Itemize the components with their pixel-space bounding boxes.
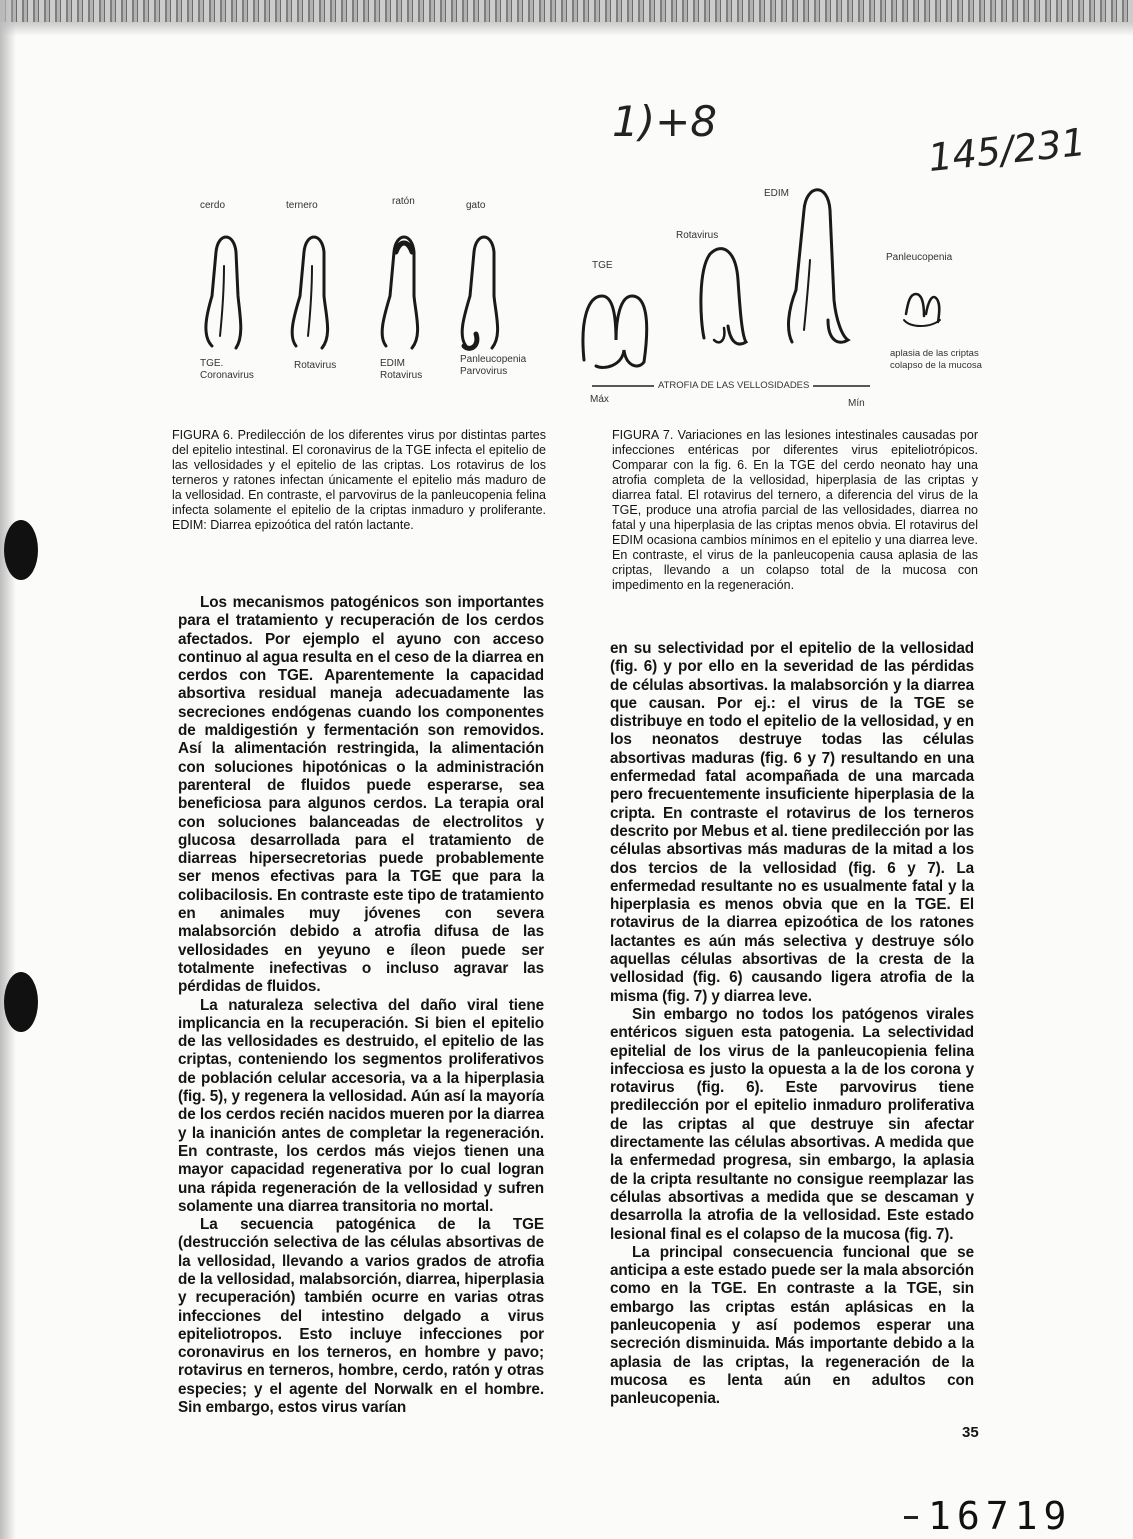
lesion-tge xyxy=(583,296,647,367)
fig7-label-min: Mín xyxy=(848,398,865,409)
villus-cerdo xyxy=(206,237,241,348)
punch-hole xyxy=(4,520,38,580)
fig6-label-raton: ratón xyxy=(392,196,415,207)
fig7-label-aplasia-1: aplasia de las criptas xyxy=(890,348,979,359)
fig6-label-edim: EDIM Rotavirus xyxy=(380,358,423,381)
scan-left-edge xyxy=(0,0,16,1539)
figure-7 xyxy=(580,170,1020,420)
paragraph: Sin embargo no todos los patógenos virales entéricos siguen esta patogenia. La selectividad epitelial de los virus de la panleucopienia felina infecciosa es justo la opuesta a la de los corona y rotavirus (fig. 6). Este parvovirus tiene predilección por el epitelio inmaduro proliferativa de las criptas al que destruye sin afectar directamente las células absortivas. A medida que la enfermedad progresa, sin embargo, la aplasia de la cripta resultante no consigue reemplazar las células absortivas a medida que se descaman y desarrolla la atrofia de la vellosidad. Este estado lesional final es el colapso de la mucosa (fig. 7). xyxy=(610,1005,974,1243)
fig7-label-edim: EDIM xyxy=(764,188,789,199)
fig7-label-tge: TGE xyxy=(592,260,613,271)
paragraph: Los mecanismos patogénicos son importantes para el tratamiento y recuperación de los cerdos afectados. Por ejemplo el ayuno con acceso continuo al agua resulta en el ceso de la diarrea en cerdos con TGE. Aparentemente la capacidad absortiva residual maneja adecuadamente las secreciones endógenas cuando los componentes de maldigestión y fermentación son removidos. Así la alimentación restringida, la alimentación con soluciones hipotónicas o la administración parenteral de fluidos puede esperarse, sea beneficiosa para algunos cerdos. La terapia oral con soluciones balanceadas de electrolitos y glucosa desarrollada para el tratamiento de diarreas hipersecretorias puede probablemente ser menos efectivas para la TGE que para la colibacilosis. En contraste este tipo de tratamiento en animales muy jóvenes con severa malabsorción debido a atrofia difusa de las vellosidades en yeyuno e íleon puede ser totalmente inefectivas o incluso agravar las pérdidas de fluidos. xyxy=(178,594,544,996)
fig7-label-aplasia-2: colapso de la mucosa xyxy=(890,360,982,371)
fig6-label-panleucopenia: Panleucopenia Parvovirus xyxy=(460,354,527,377)
villus-ternero xyxy=(292,237,327,348)
stamp-dash xyxy=(904,1516,918,1519)
fig6-label-cerdo: cerdo xyxy=(200,200,226,211)
lesion-panleucopenia xyxy=(904,294,940,326)
text-column-right xyxy=(610,640,974,1408)
villus-raton xyxy=(382,237,417,348)
paragraph: La secuencia patogénica de la TGE (destrucción selectiva de las células absortivas de la vellosidad, llevando a varios grados de atrofia de la vellosidad, malabsorción, diarrea, hiperplasia y recuperación) también ocurre en varias otras infecciones del intestino delgado a virus epiteliotropos. Esto incluye infecciones por coronavirus en los terneros, en hombre y pavo; rotavirus en terneros, hombre, cerdo, ratón y otras especies; y el agente del Norwalk en el hombre. Sin embargo, estos virus varían xyxy=(178,1216,544,1417)
fig7-label-panleucopenia: Panleucopenia xyxy=(886,252,953,263)
villus-gato xyxy=(462,237,497,348)
stamp-number: 16719 xyxy=(928,1494,1073,1538)
punch-hole xyxy=(4,972,38,1032)
lesion-rotavirus xyxy=(701,249,746,344)
figure-6-caption: FIGURA 6. Predilección de los diferentes virus por distintas partes del epitelio intestinal. El coronavirus de la TGE infecta el epitelio de las vellosidades y el epitelio de las criptas. Los rotavirus de los terneros y ratones infectan únicamente el epitelio más maduro de la vellosidad. En contraste, el parvovirus de la panleucopenia felina infecta solamente el epitelio de la criptas inmaduro y proliferante. EDIM: Diarrea epizoótica del ratón lactante. xyxy=(172,428,546,532)
fig6-villi-drawings xyxy=(180,196,550,356)
fig7-label-max: Máx xyxy=(590,394,609,405)
handwritten-number: 1)+8 xyxy=(612,97,718,146)
figure-6 xyxy=(180,196,550,396)
lesion-edim xyxy=(789,190,848,342)
fig7-label-rotavirus: Rotavirus xyxy=(676,230,719,241)
fig6-label-tge: TGE. Coronavirus xyxy=(200,358,254,381)
fig6-label-gato: gato xyxy=(466,200,486,211)
fig6-label-rotavirus: Rotavirus xyxy=(294,360,337,371)
text-column-left xyxy=(178,594,544,1417)
paragraph: La naturaleza selectiva del daño viral tiene implicancia en la recuperación. Si bien el epitelio de las vellosidades es destruido, el epitelio de las criptas, conteniendo los segmentos proliferativos de población celular accesoria, va a la hiperplasia (fig. 5), y regenera la vellosidad. Aún así la mayoría de los cerdos recién nacidos mueren por la diarrea y la inanición antes de completar la regeneración. En contraste, los cerdos más viejos tienen una mayor capacidad regenerativa por lo cual logran una rápida regeneración de la vellosidad y sufren solamente una diarrea transitoria no mortal. xyxy=(178,996,544,1215)
scan-top-fade xyxy=(0,22,1133,36)
page-number: 35 xyxy=(962,1424,979,1441)
paragraph: en su selectividad por el epitelio de la vellosidad (fig. 6) y por ello en la severidad de las pérdidas de células absortivas. la malabsorción y la diarrea que causan. Por ej.: el virus de la TGE se distribuye en todo el epitelio de la vellosidad, y en los neonatos destruye todas las células absortivas maduras (fig. 6 y 7) resultando en una enfermedad fatal acompañada de una marcada pero frecuentemente insuficiente hiperplasia de la cripta. En contraste el rotavirus de los terneros descrito por Mebus et al. tiene predilección por las células absortivas más maduras de la mitad a los dos tercios de la vellosidad (fig. 6 y 7). La enfermedad resultante no es usualmente fatal y la hiperplasia es menos obvia que en la TGE. El rotavirus de la diarrea epizoótica de los ratones lactantes es aún más selectiva y destruye sólo aquellas células absortivas de la cresta de la vellosidad (fig. 6) causando ligera atrofia de la misma (fig. 7) y diarrea leve. xyxy=(610,640,974,1005)
fig7-label-atrofia: ATROFIA DE LAS VELLOSIDADES xyxy=(654,380,813,392)
paragraph: La principal consecuencia funcional que se anticipa a este estado puede ser la mala absorción como en la TGE. En contraste a la TGE, sin embargo las criptas están aplásicas en la panleucopenia y así podemos esperar una secreción disminuida. Más importante debido a la aplasia de las criptas, la regeneración de la mucosa es lenta aún en adultos con panleucopenia. xyxy=(610,1243,974,1408)
handwritten-reference: 145/231 xyxy=(926,119,1088,181)
fig6-label-ternero: ternero xyxy=(286,200,318,211)
scan-top-edge xyxy=(0,0,1133,22)
figure-7-caption: FIGURA 7. Variaciones en las lesiones intestinales causadas por infecciones entéricas por diferentes virus epiteliotrópicos. Comparar con la fig. 6. En la TGE del cerdo neonato hay una atrofia completa de la vellosidad, hiperplasia de las criptas y diarrea fatal. El rotavirus del ternero, a diferencia del virus de la TGE, produce una atrofia parcial de las vellosidades, diarrea no fatal y una hiperplasia de las criptas menos obvia. El rotavirus del EDIM ocasiona cambios mínimos en el epitelio y una diarrea leve. En contraste, el virus de la panleucopenia causa aplasia de las criptas, llevando a un colapso total de la mucosa con impedimento en la regeneración. xyxy=(612,428,978,592)
